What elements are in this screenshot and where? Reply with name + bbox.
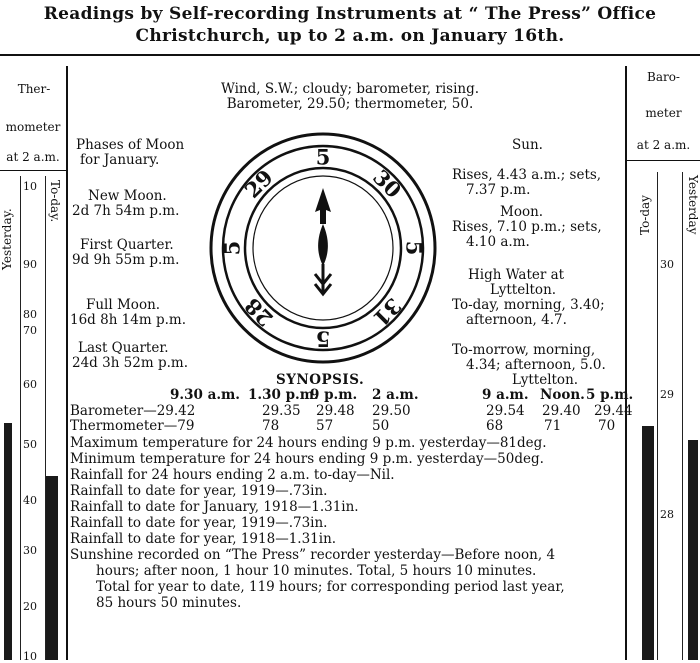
right-bar-yesterday [688,440,698,660]
moon-heading-2: for January. [80,152,160,168]
synopsis-line: Total for year to date, 119 hours; for corresponding period last year, [96,579,565,595]
left-scale-label: 50 [23,438,37,451]
left-bar-yesterday [4,423,12,660]
synopsis-line: 85 hours 50 minutes. [96,595,242,611]
barometer-value: 29.54 [486,403,525,419]
right-bar-today [642,426,654,660]
moon-new-label: New Moon. [88,188,167,204]
thermometer-value: 50 [372,418,390,434]
barometer-value: 29.50 [372,403,411,419]
left-frame-line [66,66,68,660]
barometer-label: Barometer—29.42 [70,403,196,419]
dial-needle [315,188,331,294]
wind-line-1: Wind, S.W.; cloudy; barometer, rising. [220,81,480,97]
right-gauge-rule [627,160,700,161]
left-gauge-title-3: at 2 a.m. [6,150,60,164]
wind-line-2: Barometer, 29.50; thermometer, 50. [226,96,474,112]
col-header: 9.30 a.m. [170,387,241,403]
synopsis-line: Rainfall to date for year, 1919—.73in. [70,483,328,499]
synopsis-line: Rainfall to date for year, 1918—1.31in. [70,531,337,547]
col-header: 1.30 p.m. [248,387,319,403]
dial-number: 5 [315,326,331,352]
high-water-2: Lyttelton. [490,282,557,298]
right-scale-label: 30 [660,258,674,271]
right-scale-label: 28 [660,508,674,521]
col-header: 2 a.m. [372,387,419,403]
header-line-2: Christchurch, up to 2 a.m. on January 16th. [135,26,565,46]
synopsis-line: Minimum temperature for 24 hours ending 9 p.m. yesterday—50deg. [70,451,544,467]
dial-number: 30 [368,164,407,203]
barometer-value: 29.48 [316,403,355,419]
tomorrow-1: To-morrow, morning, [452,342,596,358]
dial-number: 31 [368,293,407,332]
left-bar-today [46,476,58,660]
left-scale-label: 10 [23,180,37,193]
left-scale-label: 10 [23,650,37,663]
thermometer-value: 78 [262,418,280,434]
barometer-dial [205,128,441,368]
header-line-1: Readings by Self-recording Instruments at “ The Press” Office [43,4,657,24]
col-header: 9 p.m. [310,387,358,403]
moon-heading-1: Phases of Moon [76,137,185,153]
right-gauge-scale [657,172,683,660]
header-rule [0,54,700,56]
right-gauge-col-today: To-day [638,195,652,235]
dial-number: 5 [315,144,331,170]
high-water-3: To-day, morning, 3.40; [452,297,605,313]
left-gauge-col-today: To-day. [48,180,62,223]
barometer-value: 29.44 [594,403,633,419]
barometer-value: 29.40 [542,403,581,419]
synopsis-title: SYNOPSIS. [276,372,365,388]
synopsis-line: Sunshine recorded on “The Press” recorder yesterday—Before noon, 4 [70,547,556,563]
thermometer-value: 71 [544,418,562,434]
tomorrow-3: Lyttelton. [512,372,579,388]
thermometer-value: 68 [486,418,504,434]
synopsis-line: Maximum temperature for 24 hours ending 9 p.m. yesterday—81deg. [70,435,547,451]
synopsis-line: hours; after noon, 1 hour 10 minutes. Total, 5 hours 10 minutes. [96,563,537,579]
synopsis-line: Rainfall to date for year, 1919—.73in. [70,515,328,531]
tomorrow-2: 4.34; afternoon, 5.0. [466,357,606,373]
dial-number: 5 [401,240,427,256]
right-gauge-col-yesterday: Yesterday [686,175,700,235]
moon-first-time: 9d 9h 55m p.m. [72,252,180,268]
moon-new-time: 2d 7h 54m p.m. [72,203,180,219]
moon-rises-2: 4.10 a.m. [466,234,530,250]
thermometer-label: Thermometer—79 [70,418,195,434]
right-scale-label: 29 [660,388,674,401]
moon-first-label: First Quarter. [80,237,174,253]
col-header: Noon. [540,387,585,403]
col-header: 9 a.m. [482,387,529,403]
left-gauge-title-2: mometer [5,120,61,134]
moon-full-label: Full Moon. [86,297,161,313]
left-scale-label: 40 [23,494,37,507]
left-scale-label: 30 [23,544,37,557]
high-water-1: High Water at [468,267,565,283]
synopsis-line: Rainfall for 24 hours ending 2 a.m. to-day—Nil. [70,467,395,483]
moon-full-time: 16d 8h 14m p.m. [70,312,186,328]
left-gauge-scale [20,176,46,663]
sun-heading: Sun. [512,137,543,153]
left-gauge-title-1: Ther- [17,82,51,96]
left-gauge-col-yesterday: Yesterday. [0,208,14,270]
dial-number: 5 [219,240,245,256]
thermometer-value: 57 [316,418,334,434]
right-gauge-title-3: at 2 a.m. [636,138,691,152]
moon-last-label: Last Quarter. [78,340,169,356]
dial-number: 29 [239,164,278,203]
left-scale-label: 90 [23,258,37,271]
left-gauge-rule [0,170,66,171]
moon-heading: Moon. [500,204,544,220]
synopsis-line: Rainfall to date for January, 1918—1.31in. [70,499,359,515]
col-header: 5 p.m. [586,387,634,403]
barometer-value: 29.35 [262,403,301,419]
thermometer-value: 70 [598,418,616,434]
left-scale-label: 70 [23,324,37,337]
sun-rises-2: 7.37 p.m. [466,182,531,198]
left-scale-label: 20 [23,600,37,613]
left-scale-label: 60 [23,378,37,391]
right-gauge-title-2: meter [645,106,682,120]
right-frame-line [625,66,627,660]
sun-rises-1: Rises, 4.43 a.m.; sets, [452,167,602,183]
high-water-4: afternoon, 4.7. [466,312,567,328]
right-gauge-title-1: Baro- [647,70,680,84]
moon-rises-1: Rises, 7.10 p.m.; sets, [452,219,602,235]
dial-number: 28 [239,293,278,332]
left-scale-label: 80 [23,308,37,321]
moon-last-time: 24d 3h 52m p.m. [72,355,188,371]
